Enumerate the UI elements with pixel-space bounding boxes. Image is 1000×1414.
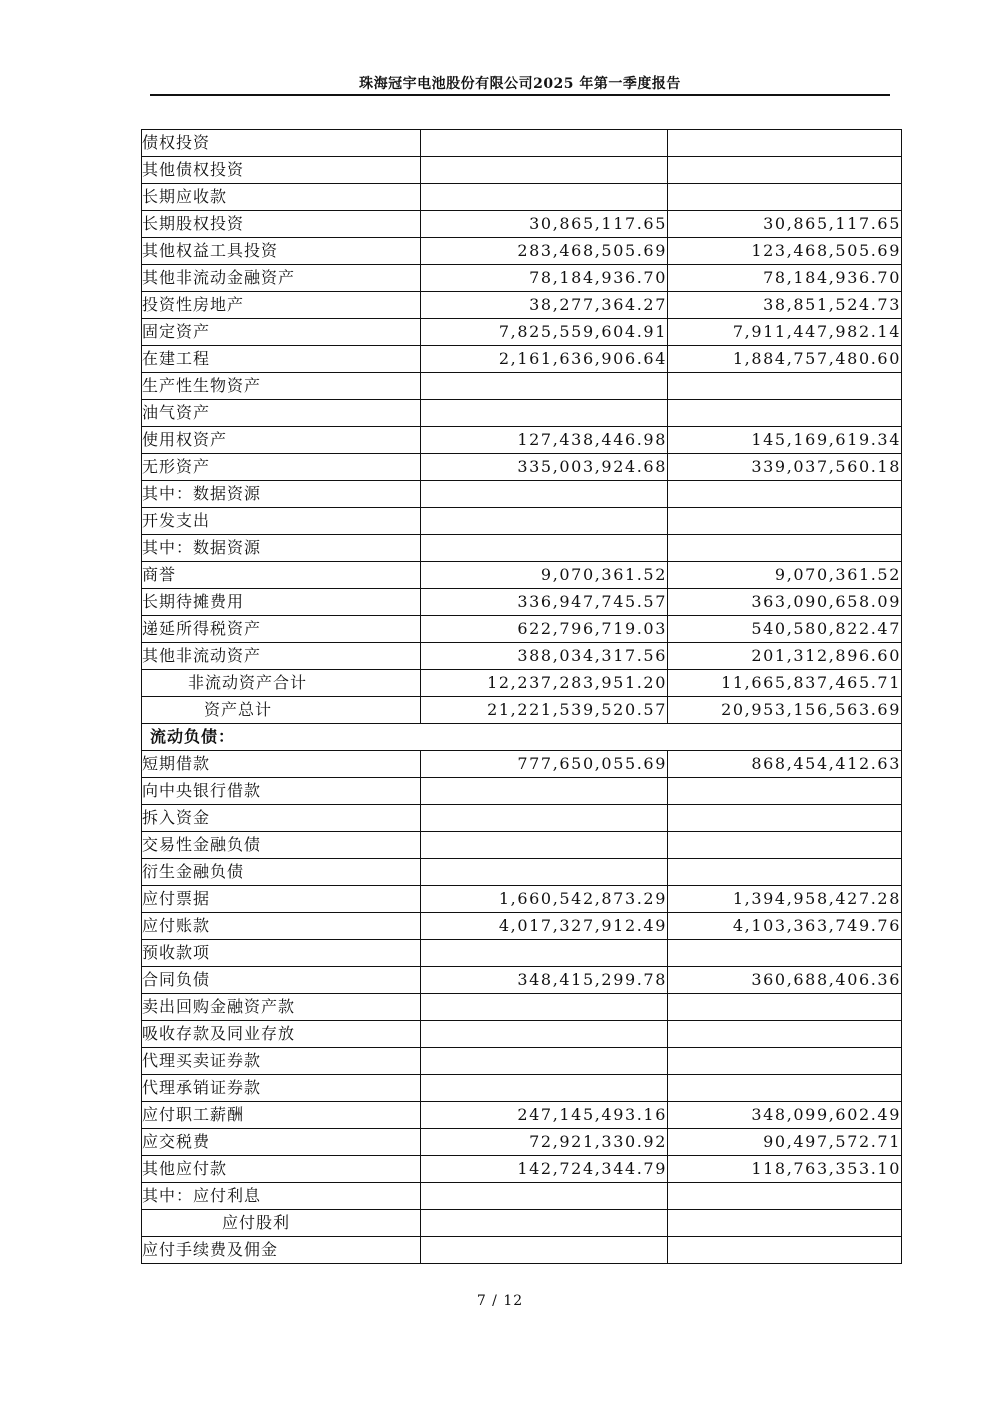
prior-period-value — [668, 859, 902, 886]
prior-period-value — [668, 184, 902, 211]
row-label: 资产总计 — [142, 697, 421, 724]
table-row — [142, 886, 902, 913]
table-body — [142, 130, 902, 1264]
prior-period-value: 201,312,896.60 — [668, 643, 902, 670]
table-row — [142, 211, 902, 238]
report-header — [150, 74, 890, 96]
row-label: 长期待摊费用 — [142, 589, 421, 616]
table-row — [142, 157, 902, 184]
table-row — [142, 562, 902, 589]
table-row — [142, 481, 902, 508]
row-label: 拆入资金 — [142, 805, 421, 832]
row-label: 使用权资产 — [142, 427, 421, 454]
prior-period-value — [668, 1183, 902, 1210]
row-label: 长期股权投资 — [142, 211, 421, 238]
current-period-value: 127,438,446.98 — [421, 427, 668, 454]
current-period-value: 9,070,361.52 — [421, 562, 668, 589]
prior-period-value — [668, 535, 902, 562]
row-label: 应付账款 — [142, 913, 421, 940]
current-period-value: 72,921,330.92 — [421, 1129, 668, 1156]
current-period-value: 30,865,117.65 — [421, 211, 668, 238]
prior-period-value — [668, 805, 902, 832]
current-period-value: 348,415,299.78 — [421, 967, 668, 994]
table-row — [142, 130, 902, 157]
current-period-value — [421, 832, 668, 859]
current-period-value — [421, 940, 668, 967]
balance-sheet-table — [141, 129, 902, 1264]
table-row — [142, 373, 902, 400]
table-row — [142, 724, 902, 751]
current-period-value — [421, 1021, 668, 1048]
current-period-value: 38,277,364.27 — [421, 292, 668, 319]
row-label: 其中：数据资源 — [142, 535, 421, 562]
table-row — [142, 238, 902, 265]
current-period-value: 388,034,317.56 — [421, 643, 668, 670]
current-period-value: 247,145,493.16 — [421, 1102, 668, 1129]
table-row — [142, 1075, 902, 1102]
row-label: 代理买卖证券款 — [142, 1048, 421, 1075]
current-period-value — [421, 1048, 668, 1075]
current-period-value: 2,161,636,906.64 — [421, 346, 668, 373]
current-period-value: 142,724,344.79 — [421, 1156, 668, 1183]
row-label: 其他非流动资产 — [142, 643, 421, 670]
row-label: 其他非流动金融资产 — [142, 265, 421, 292]
table-row — [142, 427, 902, 454]
prior-period-value: 11,665,837,465.71 — [668, 670, 902, 697]
prior-period-value — [668, 1021, 902, 1048]
current-period-value — [421, 535, 668, 562]
section-heading: 流动负债： — [142, 724, 902, 751]
current-period-value — [421, 508, 668, 535]
prior-period-value — [668, 157, 902, 184]
table-row — [142, 589, 902, 616]
prior-period-value: 1,884,757,480.60 — [668, 346, 902, 373]
table-row — [142, 670, 902, 697]
table-row — [142, 400, 902, 427]
table-row — [142, 751, 902, 778]
row-label: 其他权益工具投资 — [142, 238, 421, 265]
table-row — [142, 778, 902, 805]
page-number: 7 / 12 — [476, 1293, 524, 1309]
row-label: 其中：数据资源 — [142, 481, 421, 508]
prior-period-value: 1,394,958,427.28 — [668, 886, 902, 913]
row-label: 向中央银行借款 — [142, 778, 421, 805]
table-row — [142, 805, 902, 832]
prior-period-value: 9,070,361.52 — [668, 562, 902, 589]
table-row — [142, 1210, 902, 1237]
row-label: 交易性金融负债 — [142, 832, 421, 859]
prior-period-value — [668, 508, 902, 535]
table-row — [142, 454, 902, 481]
row-label: 其他应付款 — [142, 1156, 421, 1183]
current-period-value: 335,003,924.68 — [421, 454, 668, 481]
table-row — [142, 508, 902, 535]
prior-period-value: 339,037,560.18 — [668, 454, 902, 481]
table-row — [142, 319, 902, 346]
table-row — [142, 535, 902, 562]
current-period-value — [421, 859, 668, 886]
prior-period-value: 123,468,505.69 — [668, 238, 902, 265]
prior-period-value: 4,103,363,749.76 — [668, 913, 902, 940]
row-label: 短期借款 — [142, 751, 421, 778]
prior-period-value: 118,763,353.10 — [668, 1156, 902, 1183]
table-row — [142, 913, 902, 940]
row-label: 债权投资 — [142, 130, 421, 157]
prior-period-value — [668, 1048, 902, 1075]
current-period-value: 12,237,283,951.20 — [421, 670, 668, 697]
current-period-value: 78,184,936.70 — [421, 265, 668, 292]
prior-period-value: 78,184,936.70 — [668, 265, 902, 292]
prior-period-value: 363,090,658.09 — [668, 589, 902, 616]
table-row — [142, 184, 902, 211]
prior-period-value — [668, 940, 902, 967]
row-label: 衍生金融负债 — [142, 859, 421, 886]
row-label: 代理承销证券款 — [142, 1075, 421, 1102]
row-label: 预收款项 — [142, 940, 421, 967]
row-label: 应交税费 — [142, 1129, 421, 1156]
prior-period-value: 20,953,156,563.69 — [668, 697, 902, 724]
table-row — [142, 1156, 902, 1183]
prior-period-value: 348,099,602.49 — [668, 1102, 902, 1129]
table-row — [142, 292, 902, 319]
row-label: 递延所得税资产 — [142, 616, 421, 643]
row-label: 无形资产 — [142, 454, 421, 481]
prior-period-value: 7,911,447,982.14 — [668, 319, 902, 346]
table-row — [142, 940, 902, 967]
table-row — [142, 1102, 902, 1129]
row-label: 应付职工薪酬 — [142, 1102, 421, 1129]
row-label: 卖出回购金融资产款 — [142, 994, 421, 1021]
row-label: 开发支出 — [142, 508, 421, 535]
current-period-value: 283,468,505.69 — [421, 238, 668, 265]
current-period-value — [421, 157, 668, 184]
row-label: 应付票据 — [142, 886, 421, 913]
current-period-value — [421, 481, 668, 508]
current-period-value — [421, 805, 668, 832]
row-label: 商誉 — [142, 562, 421, 589]
current-period-value — [421, 400, 668, 427]
table-row — [142, 1129, 902, 1156]
prior-period-value: 30,865,117.65 — [668, 211, 902, 238]
prior-period-value: 38,851,524.73 — [668, 292, 902, 319]
current-period-value: 1,660,542,873.29 — [421, 886, 668, 913]
current-period-value — [421, 1210, 668, 1237]
table-row — [142, 265, 902, 292]
current-period-value — [421, 184, 668, 211]
row-label: 其他债权投资 — [142, 157, 421, 184]
row-label: 在建工程 — [142, 346, 421, 373]
current-period-value: 7,825,559,604.91 — [421, 319, 668, 346]
row-label: 固定资产 — [142, 319, 421, 346]
current-period-value: 21,221,539,520.57 — [421, 697, 668, 724]
current-period-value — [421, 1075, 668, 1102]
table-row — [142, 1183, 902, 1210]
report-title: 珠海冠宇电池股份有限公司2025 年第一季度报告 — [359, 76, 681, 92]
row-label: 油气资产 — [142, 400, 421, 427]
table-row — [142, 643, 902, 670]
table-row — [142, 616, 902, 643]
current-period-value — [421, 1183, 668, 1210]
row-label: 非流动资产合计 — [142, 670, 421, 697]
table-row — [142, 346, 902, 373]
row-label: 应付手续费及佣金 — [142, 1237, 421, 1264]
current-period-value — [421, 778, 668, 805]
prior-period-value: 145,169,619.34 — [668, 427, 902, 454]
row-label: 应付股利 — [142, 1210, 421, 1237]
current-period-value — [421, 994, 668, 1021]
prior-period-value: 90,497,572.71 — [668, 1129, 902, 1156]
current-period-value: 622,796,719.03 — [421, 616, 668, 643]
row-label: 长期应收款 — [142, 184, 421, 211]
current-period-value: 777,650,055.69 — [421, 751, 668, 778]
prior-period-value — [668, 400, 902, 427]
table-row — [142, 967, 902, 994]
prior-period-value — [668, 1075, 902, 1102]
prior-period-value — [668, 1210, 902, 1237]
prior-period-value: 868,454,412.63 — [668, 751, 902, 778]
table-row — [142, 859, 902, 886]
row-label: 投资性房地产 — [142, 292, 421, 319]
row-label: 吸收存款及同业存放 — [142, 1021, 421, 1048]
table-row — [142, 1048, 902, 1075]
table-row — [142, 832, 902, 859]
row-label: 其中：应付利息 — [142, 1183, 421, 1210]
table-row — [142, 697, 902, 724]
prior-period-value: 540,580,822.47 — [668, 616, 902, 643]
table-row — [142, 1237, 902, 1264]
prior-period-value — [668, 778, 902, 805]
current-period-value — [421, 130, 668, 157]
row-label: 生产性生物资产 — [142, 373, 421, 400]
prior-period-value — [668, 1237, 902, 1264]
row-label: 合同负债 — [142, 967, 421, 994]
current-period-value — [421, 373, 668, 400]
current-period-value: 4,017,327,912.49 — [421, 913, 668, 940]
current-period-value — [421, 1237, 668, 1264]
prior-period-value — [668, 832, 902, 859]
table-row — [142, 994, 902, 1021]
table-row — [142, 1021, 902, 1048]
prior-period-value — [668, 994, 902, 1021]
prior-period-value — [668, 130, 902, 157]
current-period-value: 336,947,745.57 — [421, 589, 668, 616]
prior-period-value — [668, 481, 902, 508]
prior-period-value: 360,688,406.36 — [668, 967, 902, 994]
prior-period-value — [668, 373, 902, 400]
